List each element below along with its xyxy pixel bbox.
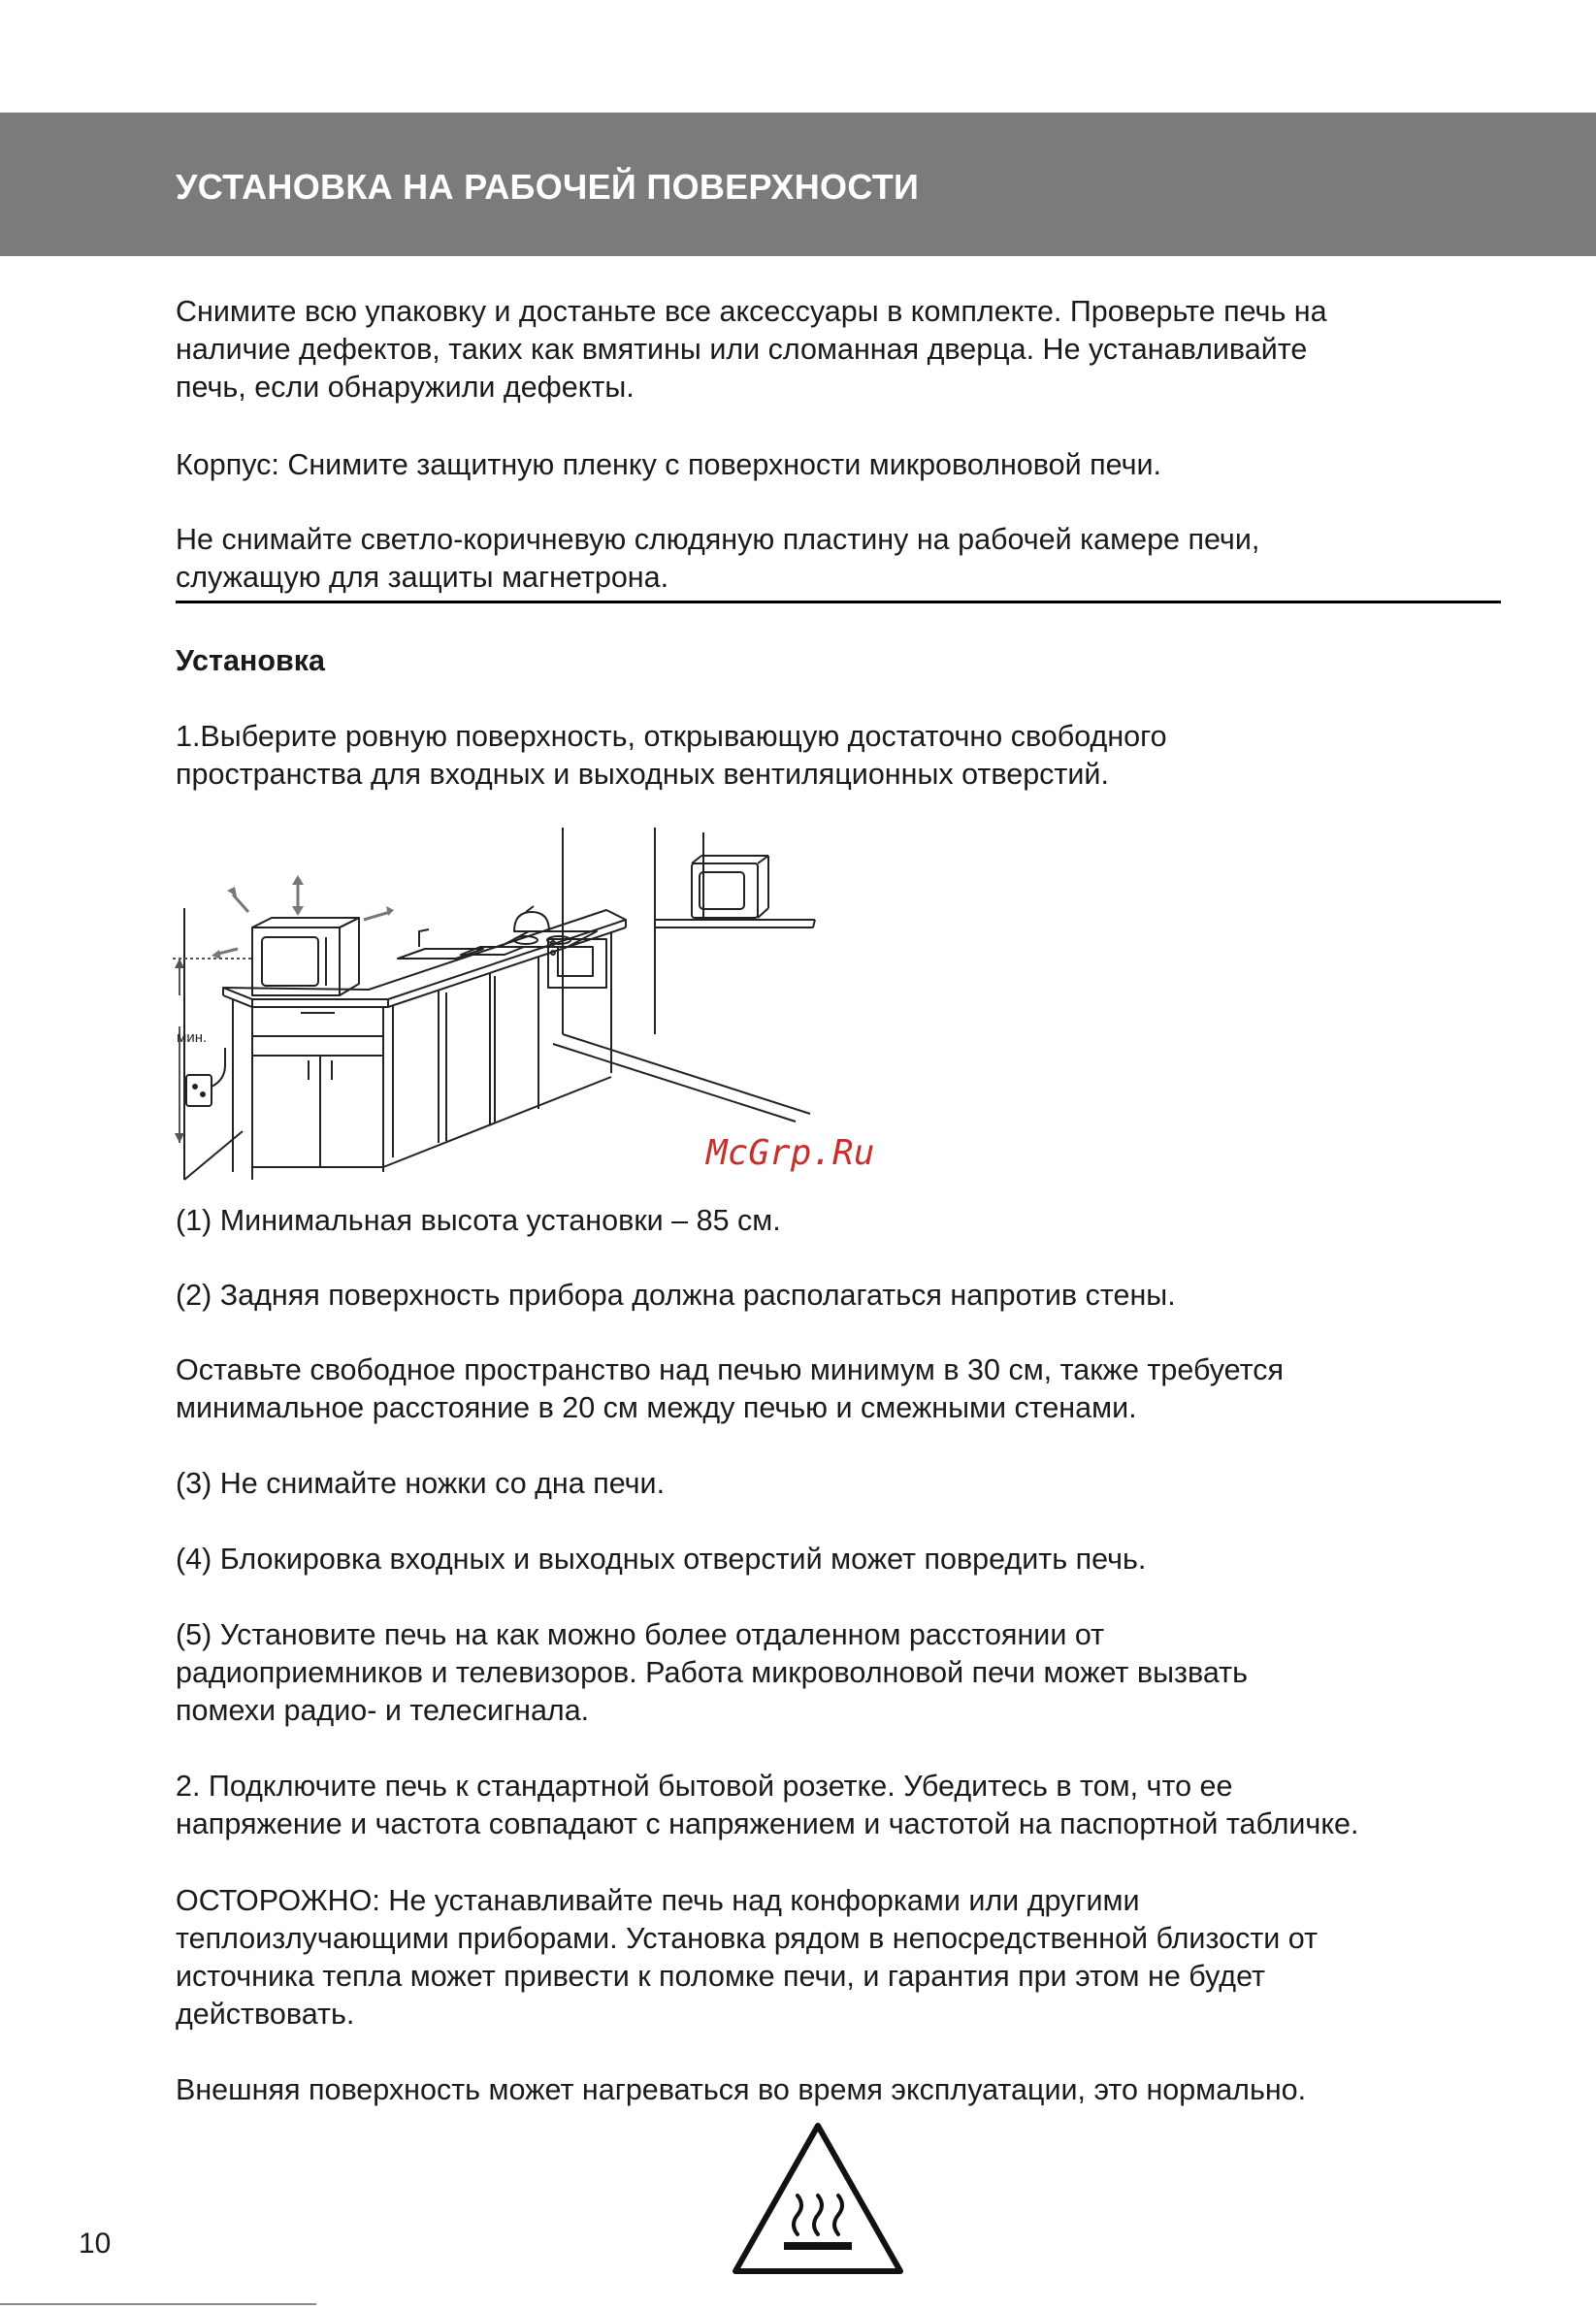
caution-paragraph: ОСТОРОЖНО: Не устанавливайте печь над конфорками или другими теплоизлучающими приборами. Установка рядом в непосредственной близости от источника тепла может привести к поломке печи, и гарантия при этом не будет действовать. — [176, 1884, 1319, 2031]
watermark: McGrp.Ru — [706, 1133, 875, 1173]
note-5-interference: (5) Установите печь на как можно более отдаленном расстоянии от радиоприемников и телевизоров. Работа микроволновой печи может вызвать помехи радио- и телесигнала. — [176, 1618, 1248, 1727]
kitchen-installation-illustration — [165, 823, 825, 1184]
section-divider — [176, 601, 1501, 603]
hot-surface-note: Внешняя поверхность может нагреваться во время эксплуатации, это нормально. — [176, 2073, 1307, 2106]
intro-paragraph-film: Корпус: Снимите защитную пленку с поверхности микроволновой печи. — [176, 448, 1161, 481]
section-title: УСТАНОВКА НА РАБОЧЕЙ ПОВЕРХНОСТИ — [176, 167, 920, 207]
note-1-min-height: (1) Минимальная высота установки – 85 см. — [176, 1204, 781, 1237]
min-height-label: мин. — [177, 1029, 208, 1046]
install-step-2: 2. Подключите печь к стандартной бытовой розетке. Убедитесь в том, что ее напряжение и частота совпадают с напряжением и частотой на паспортной табличке. — [176, 1770, 1359, 1840]
install-step-1: 1.Выберите ровную поверхность, открывающую достаточно свободного пространства для входных и выходных вентиляционных отверстий. — [176, 720, 1167, 791]
hot-surface-warning-icon — [730, 2120, 906, 2277]
note-2-rear-wall: (2) Задняя поверхность прибора должна располагаться напротив стены. — [176, 1279, 1176, 1312]
clearance-paragraph: Оставьте свободное пространство над печью минимум в 30 см, также требуется минимальное расстояние в 20 см между печью и смежными стенами. — [176, 1353, 1284, 1424]
intro-paragraph-mica: Не снимайте светло-коричневую слюдяную пластину на рабочей камере печи, служащую для защиты магнетрона. — [176, 523, 1260, 594]
note-3-feet: (3) Не снимайте ножки со дна печи. — [176, 1467, 666, 1500]
install-heading: Установка — [176, 644, 325, 677]
page-number: 10 — [79, 2228, 112, 2260]
intro-paragraph-unpack: Снимите всю упаковку и достаньте все аксессуары в комплекте. Проверьте печь на наличие дефектов, таких как вмятины или сломанная дверца. Не устанавливайте печь, если обнаружили дефекты. — [176, 295, 1327, 404]
note-4-vents: (4) Блокировка входных и выходных отверстий может повредить печь. — [176, 1543, 1147, 1576]
footer-line — [0, 2303, 316, 2305]
